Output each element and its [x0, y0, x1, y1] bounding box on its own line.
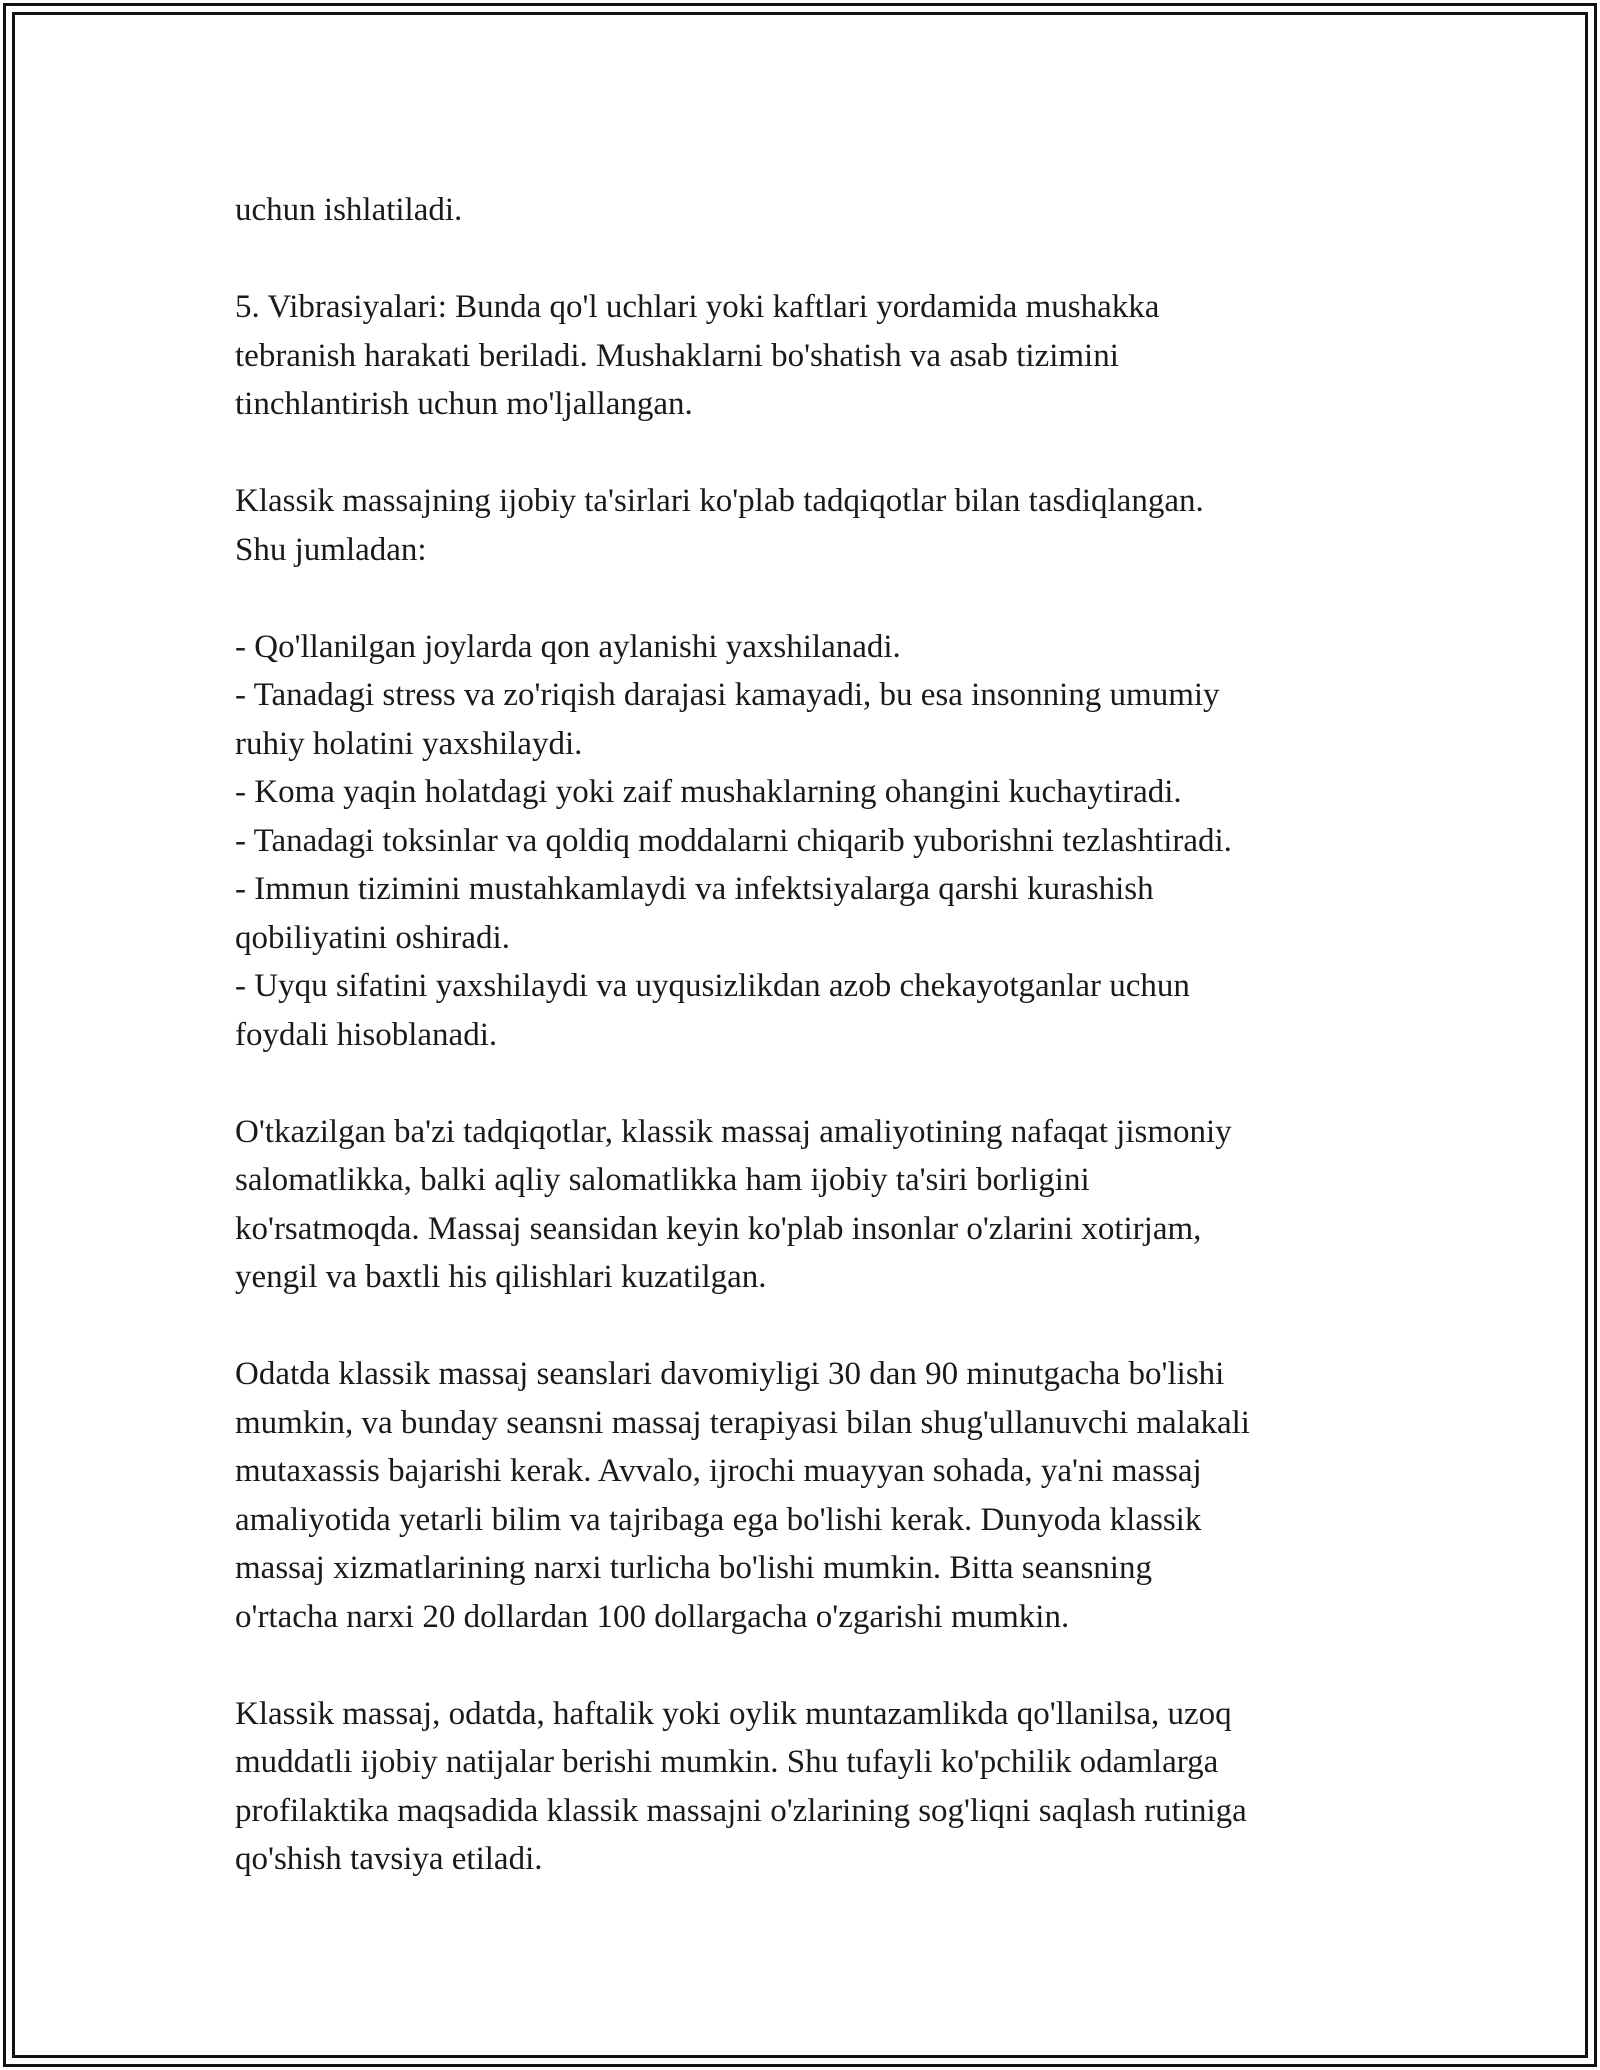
text-line: - Uyqu sifatini yaxshilaydi va uyqusizlikdan azob chekayotganlar uchun: [235, 968, 1190, 1004]
text-line: qobiliyatini oshiradi.: [235, 919, 510, 956]
text-line: Klassik massajning ijobiy ta'sirlari ko'plab tadqiqotlar bilan tasdiqlangan.: [235, 483, 1204, 519]
text-line: muddatli ijobiy natijalar berishi mumkin. Shu tufayli ko'pchilik odamlarga: [235, 1744, 1219, 1780]
text-line: mumkin, va bunday seansni massaj terapiyasi bilan shug'ullanuvchi malakali: [235, 1404, 1250, 1441]
text-line: ko'rsatmoqda. Massaj seansidan keyin ko'plab insonlar o'zlarini xotirjam,: [235, 1210, 1202, 1247]
paragraph: [235, 1350, 1415, 1641]
text-line: salomatlikka, balki aqliy salomatlikka ham ijobiy ta'siri borligini: [235, 1162, 1090, 1198]
text-line: foydali hisoblanadi.: [235, 1016, 498, 1053]
text-line: amaliyotida yetarli bilim va tajribaga ega bo'lishi kerak. Dunyoda klassik: [235, 1501, 1202, 1538]
paragraph: [235, 1108, 1415, 1302]
text-line: ruhiy holatini yaxshilaydi.: [235, 725, 583, 762]
document-body: [235, 186, 1415, 1884]
text-line: mutaxassis bajarishi kerak. Avvalo, ijrochi muayyan sohada, ya'ni massaj: [235, 1453, 1202, 1489]
text-line: yengil va baxtli his qilishlari kuzatilgan.: [235, 1259, 767, 1295]
text-line: uchun ishlatiladi.: [235, 192, 463, 228]
paragraph: [235, 477, 1415, 574]
text-line: 5. Vibrasiyalari: Bunda qo'l uchlari yoki kaftlari yordamida mushakka: [235, 289, 1160, 325]
paragraph: [235, 186, 1415, 235]
text-line: Shu jumladan:: [235, 531, 427, 568]
text-line: O'tkazilgan ba'zi tadqiqotlar, klassik massaj amaliyotining nafaqat jismoniy: [235, 1113, 1232, 1150]
text-line: tinchlantirish uchun mo'ljallangan.: [235, 386, 693, 422]
text-line: Odatda klassik massaj seanslari davomiyligi 30 dan 90 minutgacha bo'lishi: [235, 1356, 1225, 1392]
text-line: profilaktika maqsadida klassik massajni o'zlarining sog'liqni saqlash rutiniga: [235, 1792, 1247, 1829]
paragraph: [235, 283, 1415, 429]
text-line: Klassik massaj, odatda, haftalik yoki oylik muntazamlikda qo'llanilsa, uzoq: [235, 1695, 1232, 1732]
text-line: tebranish harakati beriladi. Mushaklarni bo'shatish va asab tizimini: [235, 337, 1119, 374]
text-line: - Tanadagi toksinlar va qoldiq moddalarni chiqarib yuborishni tezlashtiradi.: [235, 822, 1232, 859]
text-line: - Immun tizimini mustahkamlaydi va infektsiyalarga qarshi kurashish: [235, 871, 1154, 907]
text-line: qo'shish tavsiya etiladi.: [235, 1841, 543, 1877]
text-line: massaj xizmatlarining narxi turlicha bo'lishi mumkin. Bitta seansning: [235, 1550, 1152, 1586]
paragraph: [235, 1690, 1415, 1884]
paragraph: [235, 623, 1415, 1060]
text-line: - Qo'llanilgan joylarda qon aylanishi yaxshilanadi.: [235, 628, 901, 665]
text-line: o'rtacha narxi 20 dollardan 100 dollargacha o'zgarishi mumkin.: [235, 1598, 1070, 1635]
text-line: - Tanadagi stress va zo'riqish darajasi kamayadi, bu esa insonning umumiy: [235, 677, 1220, 713]
text-line: - Koma yaqin holatdagi yoki zaif mushaklarning ohangini kuchaytiradi.: [235, 774, 1182, 810]
